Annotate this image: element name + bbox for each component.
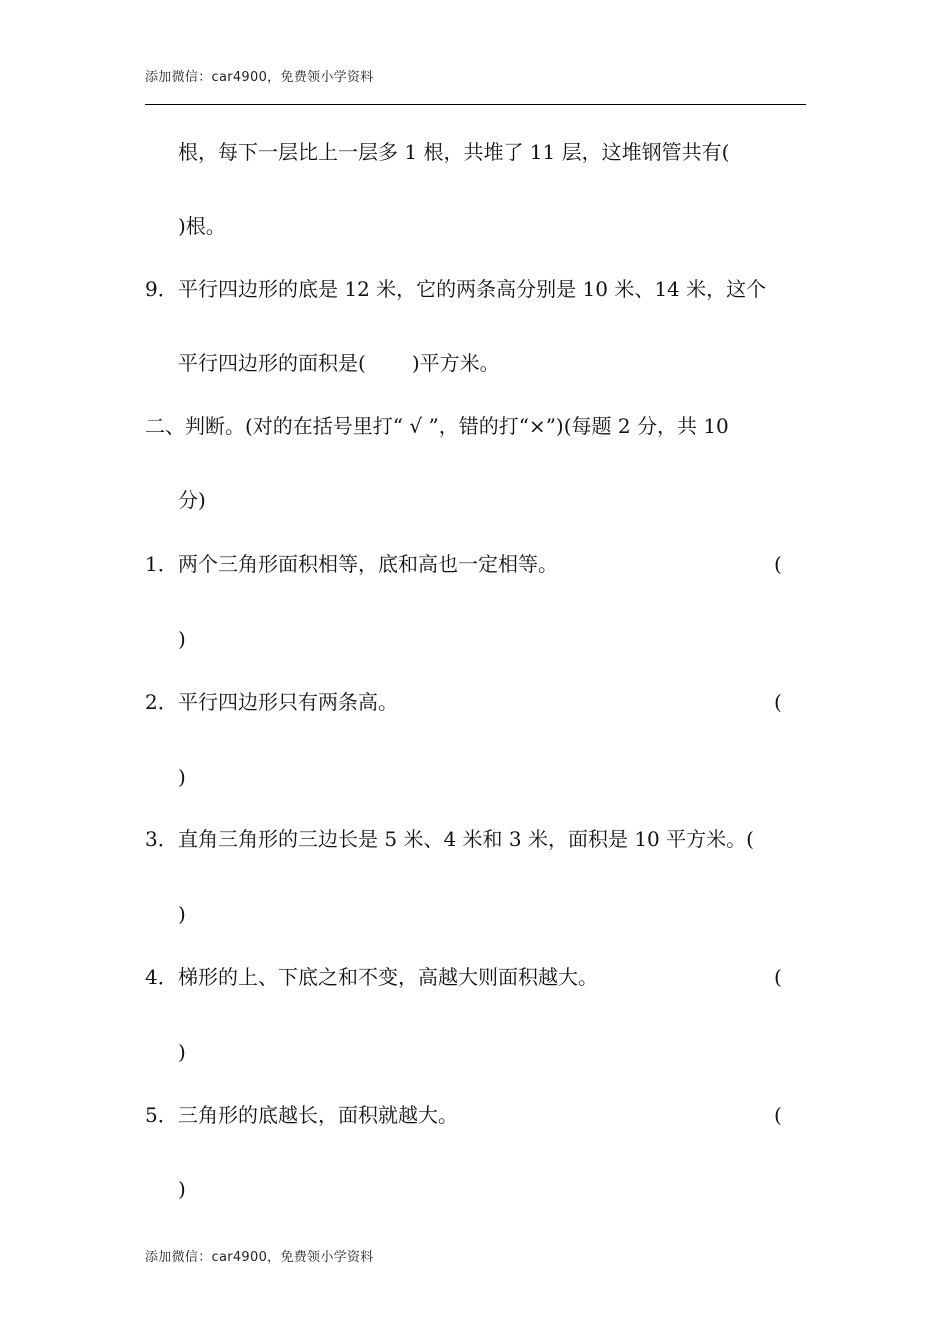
judge-item-text: 三角形的底越长，面积就越大。 [178,1103,458,1127]
section2-heading: 二、判断。(对的在括号里打“ √ ”，错的打“×”)(每题 2 分，共 10 [145,414,729,438]
judge-item-4-close-paren: ) [178,1040,186,1064]
q9-line2-pre: 平行四边形的面积是( [178,351,366,375]
judge-item-3-close-paren: ) [178,902,186,926]
judge-item-5-open-paren[interactable]: ( [774,1103,782,1127]
q9-number: 9． [145,277,178,301]
judge-item-1-open-paren[interactable]: ( [774,552,782,576]
judge-item-1-close-paren: ) [178,627,186,651]
q8-line2: )根。 [178,214,226,238]
judge-item-number: 3． [145,827,178,851]
judge-item-text: 平行四边形只有两条高。 [178,690,398,714]
judge-item-2 [145,690,398,714]
judge-item-2-open-paren[interactable]: ( [774,690,782,714]
section2-heading-cont: 分) [178,488,206,512]
q8-line1: 根，每下一层比上一层多 1 根，共堆了 11 层，这堆钢管共有( [178,140,730,164]
q9-line2-post: )平方米。 [411,351,500,375]
judge-item-number: 5． [145,1103,178,1127]
page-header: 添加微信：car4900，免费领小学资料 [145,70,374,85]
judge-item-2-close-paren: ) [178,765,186,789]
q9-text: 平行四边形的底是 12 米，它的两条高分别是 10 米、14 米，这个 [178,277,767,301]
judge-item-number: 2． [145,690,178,714]
judge-item-text: 梯形的上、下底之和不变，高越大则面积越大。 [178,965,598,989]
judge-item-3 [145,827,754,851]
page-footer: 添加微信：car4900，免费领小学资料 [145,1250,374,1265]
judge-item-number: 1． [145,552,178,576]
judge-item-1 [145,552,558,576]
judge-item-text: 直角三角形的三边长是 5 米、4 米和 3 米，面积是 10 平方米。( [178,827,754,851]
q9-line1 [145,277,766,301]
judge-item-number: 4． [145,965,178,989]
q9-line2 [178,351,500,375]
judge-item-4-open-paren[interactable]: ( [774,965,782,989]
judge-item-5 [145,1103,458,1127]
judge-item-text: 两个三角形面积相等，底和高也一定相等。 [178,552,558,576]
judge-item-5-close-paren: ) [178,1177,186,1201]
header-divider [145,104,806,105]
judge-item-4 [145,965,598,989]
